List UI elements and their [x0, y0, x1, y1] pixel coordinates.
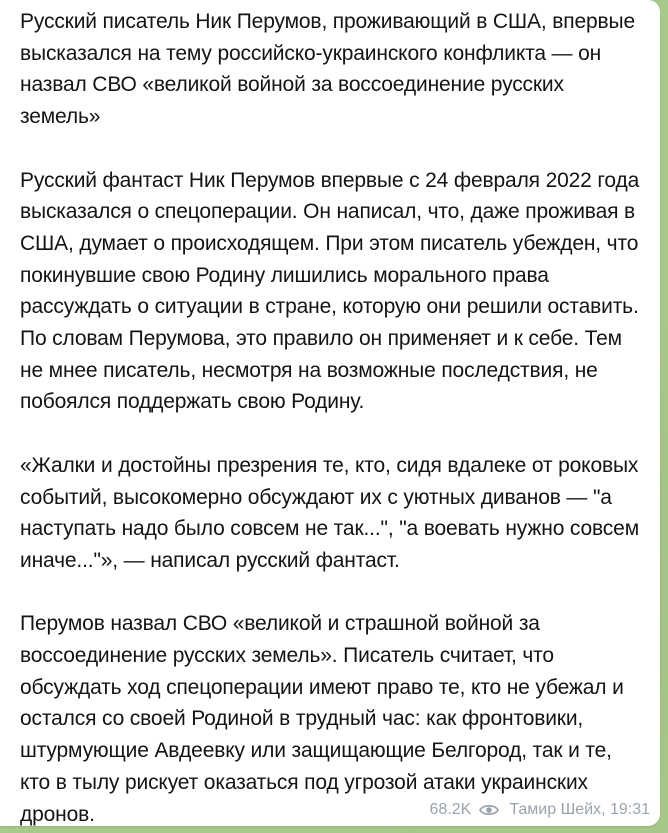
paragraph-gap	[20, 418, 640, 450]
message-author-time: Тамир Шейх, 19:31	[509, 801, 650, 818]
message-meta	[430, 800, 650, 820]
message-paragraph-3: «Жалки и достойны презрения те, кто, сидя вдалеке от роковых событий, высокомерно обсуждают их с уютных диванов — "а наступать надо было совсем не так...", "а воевать нужно совсем иначе..."», — написал русский фантаст.	[20, 453, 639, 572]
paragraph-gap	[20, 133, 640, 165]
message-paragraph-1: Русский писатель Ник Перумов, проживающий в США, впервые высказался на тему российско-украинского конфликта — он назвал СВО «великой войной за воссоединение русских земель»	[20, 10, 635, 129]
message-paragraph-2: Русский фантаст Ник Перумов впервые с 24 февраля 2022 года высказался о спецоперации. Он написал, что, даже проживая в США, думает о происходящем. При этом писатель убежден, что покинувшие свою Родину лишились морального права рассуждать о ситуации в стране, которую они решили оставить. По словам Перумова, это правило он применяет и к себе. Тем не мнее писатель, несмотря на возможные последствия, не побоялся поддержать свою Родину.	[20, 168, 640, 414]
view-count: 68.2K	[429, 801, 472, 818]
paragraph-gap	[20, 577, 640, 609]
eye-icon	[479, 803, 499, 817]
message-paragraph-4: Перумов назвал СВО «великой и страшной войной за воссоединение русских земель». Писатель считает, что обсуждать ход спецоперации имеют право те, кто не убежал и остался со своей Родиной в трудный час: как фронтовики, штурмующие Авдеевку или защищающие Белгород, так и те, кто в тылу рискует оказаться под угрозой атаки украинских дронов.	[20, 612, 624, 826]
